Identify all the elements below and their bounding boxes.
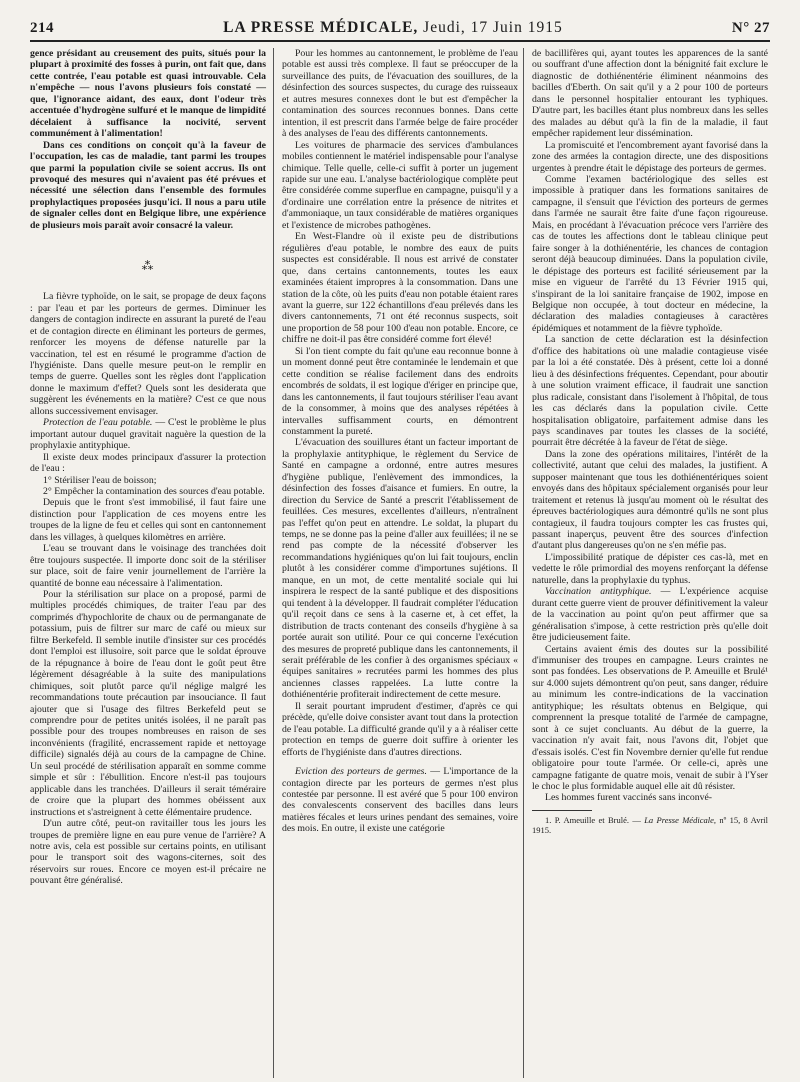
column-1 xyxy=(30,48,266,887)
paragraph: de bacillifères qui, ayant toutes les apparences de la santé ou souffrant d'une affection dont la bénignité fait exclure le diagnostic de dothiénentérie éliminent néanmoins des bacilles d'Eberth. On sait qu'il y a 2 pour 100 de porteurs dans le personnel hospitalier entourant les typhiques. D'autre part, les bacilles étant plus nombreux dans les selles des malades au début qu'à la fin de la maladie, il faut empêcher rapidement leur dissémination. xyxy=(532,48,768,140)
section-heading: Eviction des porteurs de germes. xyxy=(295,766,427,778)
section-heading: Vaccination antityphique. xyxy=(545,586,652,598)
paragraph: Pour les hommes au cantonnement, le problème de l'eau potable est aussi très complexe. Il faut se préoccuper de la surveillance des puits, de l'évacuation des souillures, de la désinfection des sources suspectes, du curage des ruisseaux et autres mesures connexes dont le but est d'empêcher la contamination des sources reconnues bonnes. Dans cette intention, il est prescrit dans l'armée belge de faire procéder à des analyses de l'eau des différents cantonnements. xyxy=(282,48,518,140)
footnote: 1. P. Ameuille et Brulé. — La Presse Médicale, nº 15, 8 Avril 1915. xyxy=(532,814,768,835)
issue-number: N° 27 xyxy=(731,19,770,36)
paragraph: 1° Stériliser l'eau de boisson; xyxy=(43,474,157,486)
paragraph: Les voitures de pharmacie des services d'ambulances mobiles contiennent le matériel indispensable pour l'analyse chimique. Telle quelle, celle-ci suffit à porter un jugement rapide sur une eau. L'analyse bactériologique complète peut être considérée comme superflue en campagne, puisqu'il y a d'ordinaire une corrélation entre la présence de nitrites et d'ammoniaque, un taux considérable de matières organiques et l'existence de microbes pathogènes. xyxy=(282,139,518,231)
paragraph: Il serait pourtant imprudent d'estimer, d'après ce qui précède, qu'elle doive consister avant tout dans la protection de l'eau potable. La difficulté grande qu'il y a à réaliser cette protection en temps de guerre doit suffire à orienter les efforts de l'hygiéniste dans d'autres directions. xyxy=(282,700,518,758)
issue-date: Jeudi, 17 Juin 1915 xyxy=(423,19,563,36)
paragraph: Protection de l'eau potable. — C'est le problème le plus important autour duquel gravitait naguère la question de la prophylaxie antityphique. xyxy=(30,417,266,452)
paragraph: Comme l'examen bactériologique des selles est impossible à pratiquer dans les formations sanitaires de campagne, il s'ensuit que l'éviction des porteurs de germes dans l'armée ne saurait être faite d'une façon rigoureuse. Mais, en procédant à l'évacuation précoce vers l'arrière des cas de toutes les affections dont le tableau clinique peut faire songer à la dothiénentérie, les chances de contagion seront déjà beaucoup diminuées. Dans la population civile, le dépistage des porteurs est facilité sérieusement par la mise en vigueur de l'arrêté du 13 Février 1915 qui, s'inspirant de la loi sanitaire française de 1902, impose en Belgique non occupée, à tout docteur en médecine, la déclaration des maladies contagieuses à caractères épidémiques et notamment de la fièvre typhoïde. xyxy=(532,173,768,334)
paragraph: La fièvre typhoïde, on le sait, se propage de deux façons : par l'eau et par les porteurs de germes. Diminuer les dangers de contagion indirecte en assurant la pureté de l'eau et de contagion directe en éliminant les porteurs de germes, renforcer les moyens de défense naturelle par la vaccination, tel est en résumé le programme d'action de l'hygiéniste. Dans quelle mesure peut-on le remplir en temps de guerre. Quelles sont les règles dont l'application donne le maximum d'effet? Quels sont les desiderata que suggèrent les événements en la matière? C'est ce que nous allons successivement envisager. xyxy=(30,291,266,417)
paragraph: D'un autre côté, peut-on ravitailler tous les jours les troupes de première ligne en eau pure venue de l'arrière? A notre avis, cela est possible sur certains points, en utilisant pour le transport soit des wagons-citernes, soit des réservoirs sur roues. Encore ce moyen est-il précaire ne pouvant être généralisé. xyxy=(30,818,266,887)
section-heading: Protection de l'eau potable. xyxy=(43,417,153,429)
paragraph: L'impossibilité pratique de dépister ces cas-là, met en vedette le rôle primordial des moyens renforçant la défense naturelle, dans la prophylaxie du typhus. xyxy=(532,551,768,586)
column-divider xyxy=(273,48,274,1078)
paragraph: Les hommes furent vaccinés sans inconvé- xyxy=(545,792,713,804)
header-rule xyxy=(30,40,770,42)
paragraph: 2° Empêcher la contamination des sources d'eau potable. xyxy=(43,485,265,497)
paragraph: Vaccination antityphique. — L'expérience acquise durant cette guerre vient de prouver définitivement la valeur de la vaccination au point qu'on peut affirmer que sa généralisation s'impose, à cette restriction près qu'elle doit être judicieusement faite. xyxy=(532,586,768,644)
paragraph: Dans la zone des opérations militaires, l'intérêt de la collectivité, autant que celui des malades, la justifient. A supposer maintenant que tous les dothiénentériques soient envoyés dans des hôpitaux spécialement organisés pour leur traitement et retenus là jusqu'au moment où le résultat des épreuves bactériologiques aura démontré qu'ils ne sont plus contagieux, il faudra toujours compter les cas frustes qui, passant inaperçus, peuvent être des sources d'infection d'autant plus dangereuses qu'on ne s'en méfie pas. xyxy=(532,448,768,552)
paragraph: Il existe deux modes principaux d'assurer la protection de l'eau : xyxy=(30,451,266,475)
page-header xyxy=(30,18,770,38)
paragraph: En West-Flandre où il existe peu de distributions régulières d'eau potable, le nombre des eaux de puits suspectes est considérable. Il nous est arrivé de constater que, dans certains cantonnements, toutes les eaux examinées étaient impropres à la consommation. Dans une station de la côte, où les puits d'eau non potable étaient rares avant la guerre, sur 122 échantillons d'eau prélevés dans les divers cantonnements, 71 ont été reconnus suspects, soit une proportion de 58 pour 100 d'eau non potable. Encore, ce chiffre ne doit-il pas être considéré comme fort élevé! xyxy=(282,231,518,346)
paragraph: gence présidant au creusement des puits, situés pour la plupart à proximité des fosses à purin, ont fait que, dans cette contrée, l'eau potable est quasi introuvable. Cela n'empêche — nous l'avons plusieurs fois constaté — que, l'ignorance aidant, des eaux, dont l'odeur très accentuée d'hydrogène sulfuré et le manque de limpidité décelaient à suffisance la nocivité, servent communément à l'alimentation! xyxy=(30,48,266,140)
paragraph: La sanction de cette déclaration est la désinfection d'office des habitations où une maladie contagieuse visée par la loi a été constatée. Dès à présent, cette loi a donné lieu à des désinfections fréquentes. Cependant, pour aboutir à une solution vraiment efficace, il faudrait une sanction plus radicale, consistant dans l'isolement à l'hôpital, de tous les cas déclarés dans la population civile. Cette hospitalisation obligatoire, parfaitement admise dans les pays scandinaves par toutes les classes de la société, pourrait être décrétée à la faveur de l'état de siège. xyxy=(532,334,768,449)
paragraph: Depuis que le front s'est immobilisé, il faut faire une distinction pour l'application de ces moyens entre les troupes de la ligne de feu et celles qui sont en cantonnement dans les villages, à quelques kilomètres en arrière. xyxy=(30,497,266,543)
paragraph: Certains avaient émis des doutes sur la possibilité d'immuniser des troupes en campagne. Leurs craintes ne sont pas fondées. Les observations de P. Ameuille et Brulé¹ sur 4.000 sujets démontrent qu'on peut, sans danger, réduire au minimum les contre-indications de la vaccination antityphique; les résultats obtenus en Belgique, qui comprennent la presque totalité de l'armée de campagne, sont à ce sujet concluants. Au début de la guerre, la vaccination n'y avait fait, nous l'avons dit, l'objet que d'essais isolés. C'est fin Novembre dernier qu'elle fut rendue obligatoire pour toute l'armée. Or celle-ci, après une campagne fatigante de quatre mois, venait de subir à l'Yser le choc le plus formidable auquel elle ait dû résister. xyxy=(532,643,768,792)
paragraph: Pour la stérilisation sur place on a proposé, parmi de multiples procédés chimiques, de traiter l'eau par des comprimés d'hypochlorite de chaux ou de permanganate de potassium, puis de filtrer sur marc de café ou mieux sur filtre Berkefeld. Il semble inutile d'insister sur ces procédés dont l'emploi est illusoire, soit parce que le soldat éprouve de la répugnance à boire de l'eau dont le goût peut être légèrement désagréable à la suite des manipulations chimiques, soit plutôt parce qu'il néglige malgré les recommandations toute précaution par insouciance. Il faut ajouter que si l'usage des filtres Berkefeld peut se comprendre pour de petites unités isolées, il ne paraît pas possible pour des troupes nombreuses en raison de ses inconvénients (fragilité, encrassement rapide et nettoyage difficile) signalés déjà au cours de la campagne de Chine. Un seul procédé de stérilisation apparaît en somme comme simple et sûr : l'ébullition. Encore n'est-il pas toujours applicable dans les tranchées. D'ailleurs il serait téméraire de croire que la plupart des hommes obéissent aux instructions et s'astreignent à cette élémentaire prudence. xyxy=(30,589,266,818)
section-asterism: ⁂ xyxy=(141,259,155,274)
paragraph: Eviction des porteurs de germes. — L'importance de la contagion directe par les porteurs de germes n'est plus contestée par personne. Il est avéré que 5 pour 100 environ des convalescents conservent des bacilles dans leurs matières fécales et leurs urines pendant des semaines, voire des mois. En outre, il existe une catégorie xyxy=(282,766,518,835)
column-3 xyxy=(532,48,768,835)
footnote-rule xyxy=(532,810,592,811)
paragraph: L'évacuation des souillures étant un facteur important de la prophylaxie antityphique, le règlement du Service de Santé en campagne a ordonné, entre autres mesures d'hygiène publique, l'enlèvement des immondices, la désinfection des fosses d'aisance et fumiers. En outre, la direction du Service de Santé a prescrit l'établissement de feuillées. Ces mesures, excellentes d'ailleurs, n'entraînent pas l'effet qu'on peut en attendre. Le soldat, la plupart du temps, ne se donne pas la peine d'aller aux feuillées; il ne se rend pas compte de la nécessité d'observer les recommandations hygiéniques qu'on lui fait toujours, enclin plutôt à les considérer comme d'importunes sujétions. Il manque, en un mot, de cette mentalité sociale qui lui inspirera le respect de la santé publique et des dispositions qui tendent à la développer. Il faudrait compléter l'éducation qu'il reçoit dans ce sens à la caserne et, à cet effet, la distribution de tracts contenant des conseils d'hygiène à sa portée aurait son utilité. Pour ce qui concerne l'exécution des mesures de propreté publique dans les cantonnements, il serait préférable de les confier à des organismes spéciaux « équipes sanitaires » recrutées parmi les hommes des plus anciennes classes rappelées. La lutte contre la dothiénentérie profiterait indirectement de cette mesure. xyxy=(282,437,518,701)
column-divider xyxy=(523,48,524,1078)
paragraph: L'eau se trouvant dans le voisinage des tranchées doit être toujours suspectée. Il importe donc soit de la stériliser sur place, soit de faire venir journellement de l'arrière la quantité de bonne eau nécessaire à l'alimentation. xyxy=(30,543,266,589)
page-number: 214 xyxy=(30,19,54,36)
column-2 xyxy=(282,48,518,835)
paragraph: La promiscuité et l'encombrement ayant favorisé dans la zone des armées la contagion directe, une des dispositions urgentes à prendre était le dépistage des porteurs de germes. xyxy=(532,139,768,174)
journal-title: LA PRESSE MÉDICALE, xyxy=(223,19,419,36)
journal-title-line xyxy=(223,19,563,37)
paragraph: Dans ces conditions on conçoit qu'à la faveur de l'occupation, les cas de maladie, tant parmi les troupes que parmi la population civile se soient accrus. Ils ont provoqué des mesures qui n'avaient pas été prévues et nécessité une sélection dans l'ensemble des formules prophylactiques proposées jusqu'ici. Il nous a paru utile de signaler celles dont en Belgique libre, une expérience de plusieurs mois paraît avoir consacré la valeur. xyxy=(30,139,266,231)
paragraph: Si l'on tient compte du fait qu'une eau reconnue bonne à un moment donné peut être contaminée le lendemain et que cette condition se réalise facilement dans des endroits encombrés de soldats, il est logique d'ériger en principe que, dans les cantonnements, il faut toujours stériliser l'eau avant de la consommer, à moins que des analyses répétées à intervalles suffisamment courts, en démontrent constamment la pureté. xyxy=(282,345,518,437)
